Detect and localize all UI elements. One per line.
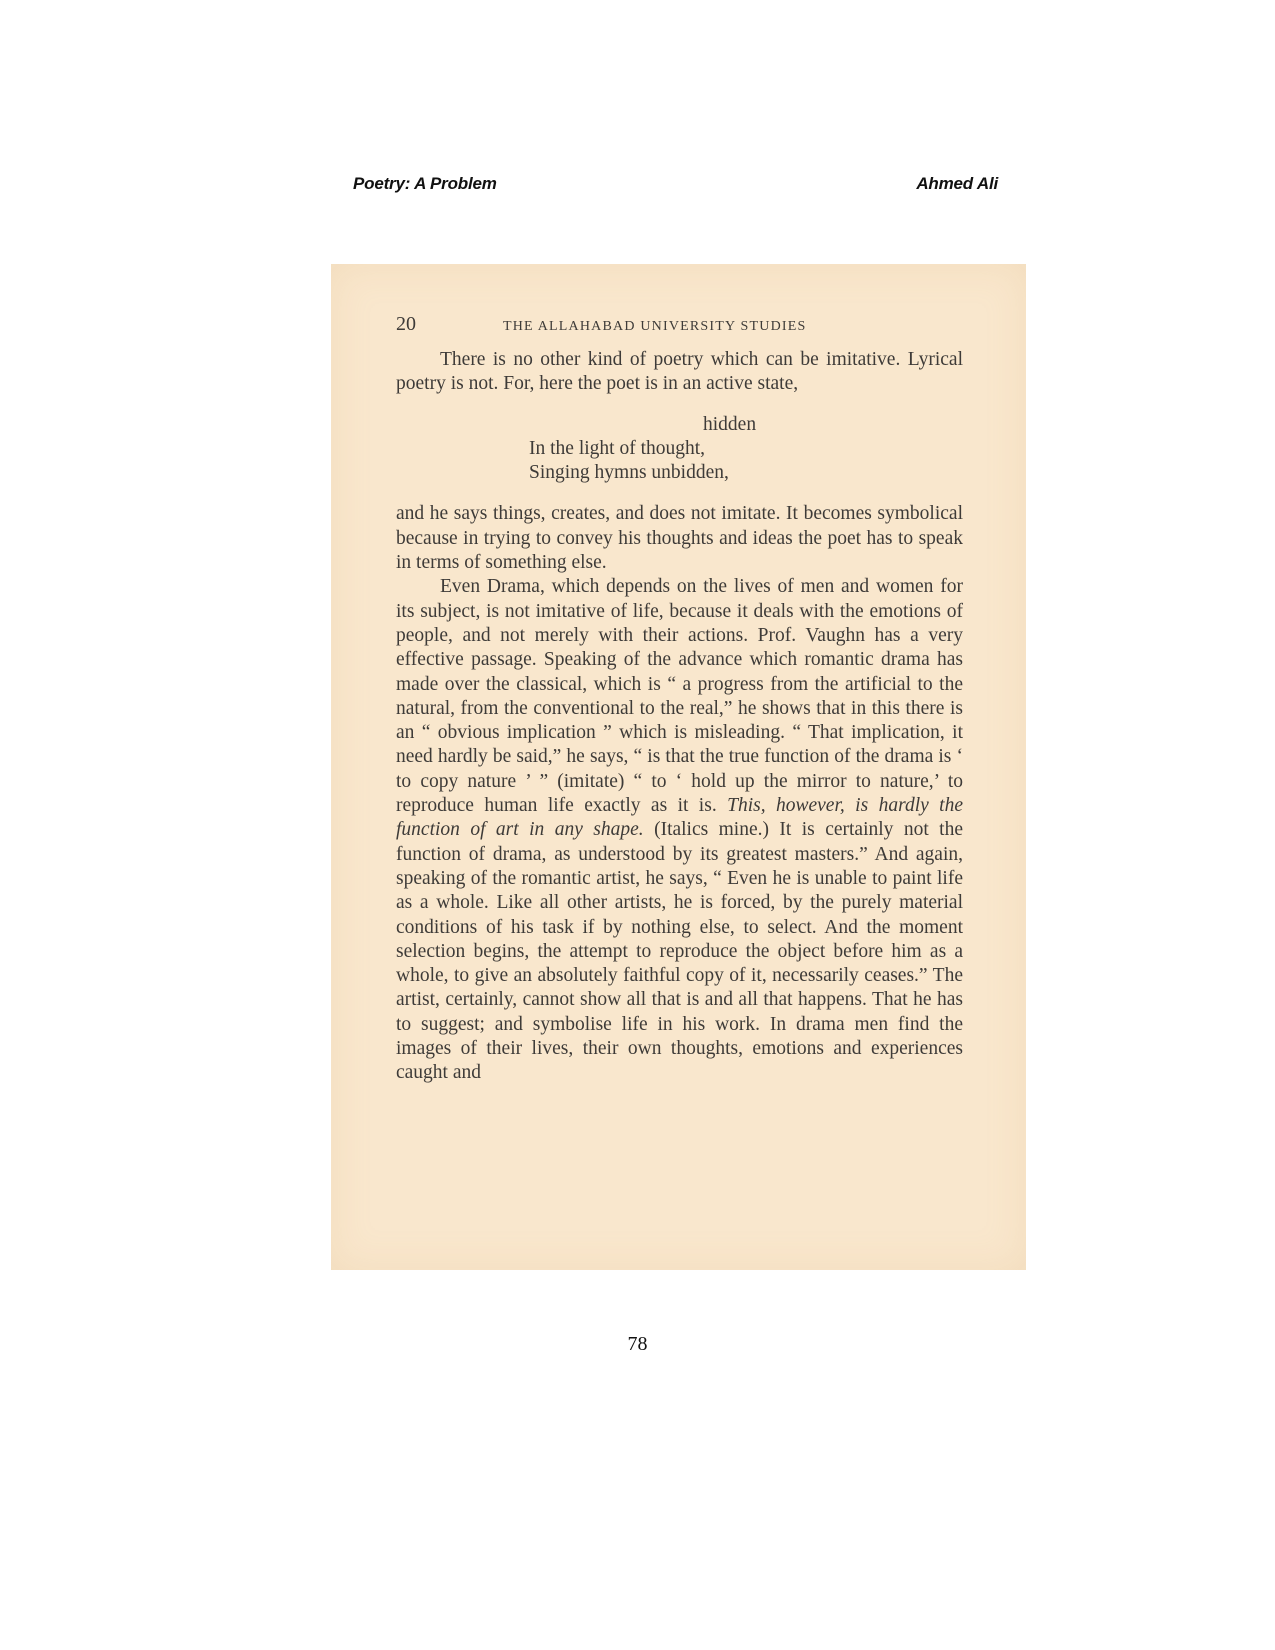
verse-line-3: Singing hymns unbidden, <box>529 462 729 484</box>
scanned-page-text <box>396 312 963 1086</box>
paragraph-1: There is no other kind of poetry which can be imitative. Lyrical poetry is not. For, here the poet is in an active state, <box>396 349 963 395</box>
page-number: 78 <box>627 1333 648 1355</box>
verse-quote <box>529 413 963 486</box>
paragraph-3 <box>396 575 963 1085</box>
verse-line-2: In the light of thought, <box>529 437 706 459</box>
paragraph-3-text-a: Even Drama, which depends on the lives of men and women for its subject, is not imitative of life, because it deals with the emotions of people, and not merely with their actions. Prof. Vaughn has a very effective passage. Speaking of the advance which romantic drama has made over the classical, which is “ a progress from the artificial to the natural, from the conventional to the real,” he shows that in this there is an “ obvious implication ” which is misleading. “ That implication, it need hardly be said,” he says, “ is that the true function of the drama is ‘ to copy nature ’ ” (imitate) “ to ‘ hold up the mirror to nature,’ to reproduce human life exactly as it is. <box>396 576 963 817</box>
paragraph-2: and he says things, creates, and does not imitate. It becomes symbolical because in trying to convey his thoughts and ideas the poet has to speak in terms of something else. <box>396 503 963 574</box>
book-running-title: THE ALLAHABAD UNIVERSITY STUDIES <box>503 319 807 334</box>
running-head-author: Ahmed Ali <box>916 174 998 193</box>
paragraph-3-italic: This, however, is hardly the function of art in any shape. <box>396 795 963 841</box>
running-head-title: Poetry: A Problem <box>353 174 497 193</box>
verse-line-1: hidden <box>703 413 757 435</box>
scanned-book-page <box>331 264 1026 1270</box>
book-page-number: 20 <box>396 313 416 335</box>
paragraph-3-text-b: (Italics mine.) It is certainly not the function of drama, as understood by its greatest masters.” And again, speaking of the romantic artist, he says, “ Even he is unable to paint life as a whole. Like all other artists, he is forced, by the purely material conditions of his task if by nothing else, to select. And the moment selection begins, the attempt to reproduce the object before him as a whole, to give an absolutely faithful copy of it, necessarily ceases.” The artist, certainly, cannot show all that is and all that happens. That he has to suggest; and symbolise life in his work. In drama men find the images of their lives, their own thoughts, emotions and experiences caught and <box>396 819 963 1084</box>
book-page-header <box>396 312 963 336</box>
